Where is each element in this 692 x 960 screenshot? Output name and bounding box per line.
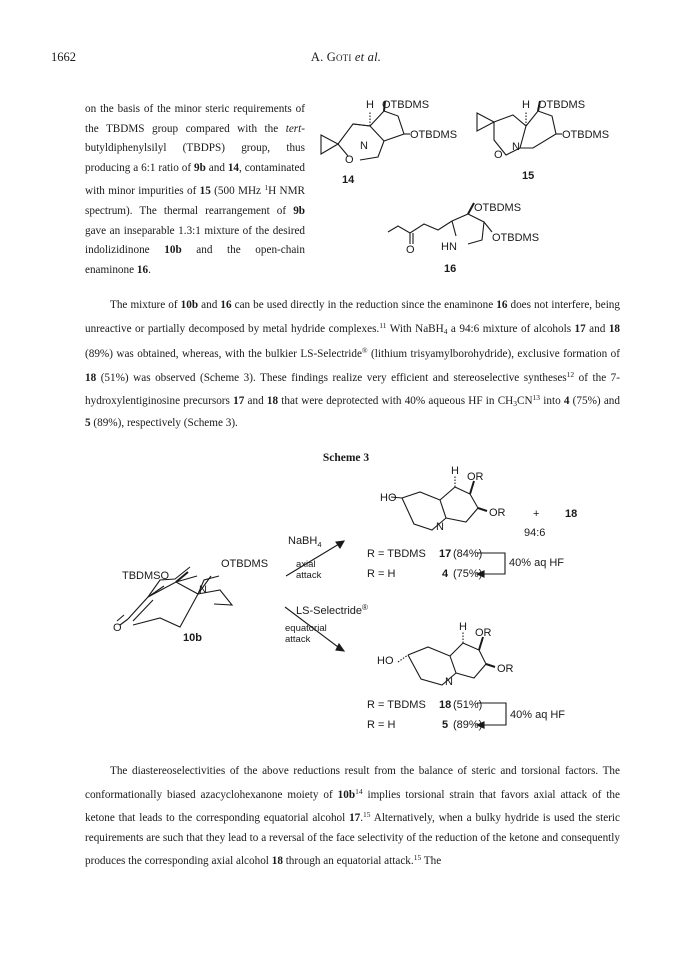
p1-text: and the open-chain enaminone [85,244,305,276]
reagent-ls-name: LS-Selectride [296,605,363,617]
subscript: 3 [513,399,517,409]
p3-text: The diastereoselectivities of the above reductions result from the balance of steric and torsional factors. The conformationally biased azacyclohexanone moiety of [85,765,620,801]
p18-h: H [459,621,467,633]
s14-n: N [360,140,368,152]
p1-line: (500 MHz [214,185,265,198]
reagent-ls-reg: ® [362,603,368,612]
bot-r1-cond: R = TBDMS [367,699,426,711]
p2-text: (89%) was obtained, whereas, with the bulkier LS-Selectride [85,348,362,361]
sm-label: 10b [183,632,202,644]
s14-o: O [345,154,354,166]
p1-italic: tert [285,122,302,135]
s16-otbdms-right: OTBDMS [492,232,540,244]
superscript: 1 [264,183,269,193]
compound-ref: 9b [194,161,206,174]
axial-attack-label: attack [296,570,322,581]
compound-ref: 14 [227,161,240,174]
equatorial-attack-label: attack [285,634,311,645]
citation: 15 [413,853,422,863]
p3-text: implies torsional strain that favors axial attack of the ketone that leads to the corresponding equatorial alcohol [85,788,620,825]
compound-ref: 16 [220,299,232,311]
p1-line: of the TBDMS group compared with the [85,103,305,135]
reagent-nabh4: NaBH$_4$ [288,535,322,549]
reagent-nabh4-sub: 4 [317,540,322,549]
subscript: 4 [443,326,448,336]
p17-ho: HO [380,492,397,504]
compound-ref: 10b [180,299,199,311]
bot-r2-cmpd: 5 [442,719,449,731]
compound-ref: 17 [349,812,361,825]
p2-text: that were deprotected with 40% aqueous HF in CH [278,395,514,408]
reagent-ls [296,603,368,617]
s14-h: H [366,99,374,111]
sm-o: O [113,622,122,634]
top-r1-cmpd: 17 [439,548,452,560]
p3-text: through an equatorial attack. [282,855,414,868]
s16-label: 16 [444,263,457,275]
axial-label: axial [296,559,316,570]
plus-sign: + [533,508,540,520]
compound-ref: 18 [85,371,97,384]
p2-text: does not interfere, being unreactive or partially decomposed by metal hydride complexes. [85,299,620,335]
s15-otbdms-top: OTBDMS [538,99,586,111]
p18-or-top: OR [475,627,492,639]
p1-line: producing a 6:1 ratio of [85,161,195,174]
s16-otbdms-top: OTBDMS [474,202,522,214]
compound-ref: 17 [574,322,586,335]
ratio: 94:6 [524,527,546,539]
compound-ref: 10b [164,244,182,257]
s14-otbdms-top: OTBDMS [382,99,430,111]
p1-line: rearrangement of [205,204,294,217]
p1-line: -butyldiphenylsilyl (TBDPS) group, thus [85,122,306,155]
p2-text: (51%) was observed (Scheme 3). These findings realize very efficient and stereoselective syntheses [96,371,567,384]
page-number: 1662 [51,50,76,64]
p2-text: a 94:6 mixture of alcohols [447,322,575,335]
bot-r1-yield: (51%) [453,699,483,711]
p2-text: and [585,322,609,335]
p1-text: and [205,161,228,174]
s15-label: 15 [522,170,535,182]
p1-text: H NMR spectrum). The thermal [85,185,305,217]
p2-text: With NaBH [386,322,444,335]
equatorial-label: equatorial [285,623,327,634]
p17-or-top: OR [467,471,484,483]
plus-18: 18 [565,508,578,520]
author-name: A. Goti [310,50,352,64]
compound-ref: 4 [563,395,570,408]
p1-line: on the basis of the minor steric requirements [85,103,292,115]
p18-ho: HO [377,655,394,667]
compound-ref: 17 [233,395,245,408]
citation: 13 [532,393,541,403]
p2-text: of the 7-hydroxylentiginosine precursors [85,371,620,408]
bot-r2-yield: (89%) [453,719,483,731]
p2-text: CN [517,395,533,408]
top-r2-cmpd: 4 [442,568,449,580]
p1-line: contaminated with minor impurities of [85,161,305,198]
compound-ref: 10b [337,788,356,801]
p1-text: . [148,263,151,276]
top-r2-yield: (75%) [453,568,483,580]
p17-h: H [451,465,459,477]
p3-text: The [421,855,442,868]
p3-text: . [360,812,364,825]
p2-text: can be used directly in the reduction since the enaminone [231,299,497,311]
compound-ref: 5 [85,416,91,429]
p2-text: and [198,299,221,311]
citation: 11 [379,320,387,330]
p2-text: and [244,395,267,408]
p17-or-right: OR [489,507,506,519]
p1-text: , [239,161,242,174]
sm-otbdms: OTBDMS [221,558,269,570]
citation: 12 [566,369,575,379]
s16-o: O [406,244,415,256]
top-r1-cond: R = TBDMS [367,548,426,560]
s14-label: 14 [342,174,355,186]
s15-h: H [522,99,530,111]
p2-text: into [540,395,564,408]
compound-ref: 16 [136,263,149,276]
registered-mark: ® [361,346,368,356]
compound-ref: 15 [199,185,211,198]
s15-n: N [512,141,520,153]
bot-hf: 40% aq HF [510,709,566,721]
p1-line: 1.3:1 mixture of the desired indolizidinone [85,224,306,257]
s14-otbdms-right: OTBDMS [410,129,458,141]
scheme-title: Scheme 3 [322,452,370,464]
compound-ref: 16 [496,299,508,311]
p18-n: N [445,676,453,688]
s15-otbdms-right: OTBDMS [562,129,610,141]
p2-text: The mixture of [110,299,181,311]
top-hf: 40% aq HF [509,557,565,569]
citation: 15 [363,810,371,820]
citation: 14 [355,786,363,796]
compound-ref: 9b [293,204,306,217]
compound-ref: 18 [266,395,279,408]
author-suffix: et al. [354,50,382,64]
p3-text: Alternatively, when a bulky hydride is used the steric requirements are such that they lead to a reversal of the face selectivity of the reduction of the ketone and consequently produces the corresponding axial alcohol [85,812,620,868]
compound-ref: 18 [271,855,283,868]
p2-text: (89%), respectively (Scheme 3). [90,416,238,429]
compound-ref: 18 [608,322,620,335]
sm-tbdmso: TBDMSO [122,570,170,582]
s16-hn: HN [441,241,457,253]
top-r1-yield: (84%) [453,548,483,560]
top-r2-cond: R = H [367,568,396,580]
p1-text: gave an inseparable [85,224,175,237]
sm-n: N [199,584,207,596]
p18-or-right: OR [497,663,514,675]
bot-r2-cond: R = H [367,719,396,731]
p2-text: (75%) and [569,395,620,408]
p2-text: (lithium trisyamylborohydride), exclusive formation of [367,348,620,361]
s15-o: O [494,149,503,161]
p17-n: N [436,521,444,533]
bot-r1-cmpd: 18 [439,699,452,711]
